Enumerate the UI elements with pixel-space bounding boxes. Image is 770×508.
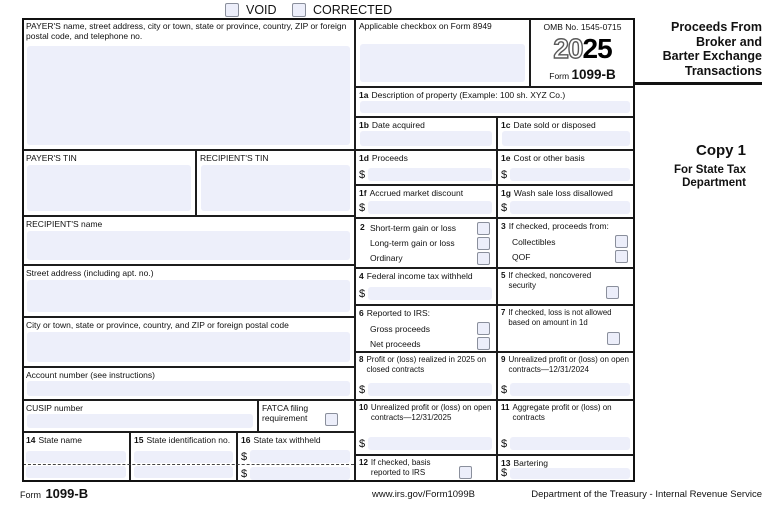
gross-proceeds-checkbox[interactable] xyxy=(477,322,490,335)
dollar-sign: $ xyxy=(501,384,508,396)
noncovered-checkbox[interactable] xyxy=(606,286,619,299)
tax-year-outline: 20 xyxy=(553,33,583,65)
box-1d-input[interactable] xyxy=(368,168,492,181)
box-1d-label: Proceeds xyxy=(371,153,408,163)
state-tax-number: 16 xyxy=(241,435,251,445)
dollar-sign: $ xyxy=(359,202,366,214)
box-1g-label: Wash sale loss disallowed xyxy=(513,188,613,198)
form-title-line-4: Transactions xyxy=(684,63,762,78)
box-13-money xyxy=(501,468,630,479)
dollar-sign: $ xyxy=(501,438,508,450)
recipient-tin-box xyxy=(196,150,355,216)
box-1a-input[interactable] xyxy=(360,101,630,113)
street-address-box xyxy=(22,265,355,317)
box-10-label: Unrealized profit or (loss) on open contracts—12/31/2025 xyxy=(370,403,492,422)
box-11-input[interactable] xyxy=(510,437,630,450)
box-5-number: 5 xyxy=(501,271,506,280)
box-8-number: 8 xyxy=(359,355,364,364)
box-1g-money xyxy=(501,201,630,214)
collectibles-checkbox[interactable] xyxy=(615,235,628,248)
account-number-input[interactable] xyxy=(27,381,350,396)
box-1c-date-sold xyxy=(497,117,635,150)
footer-form-word: Form xyxy=(20,490,41,500)
state-tax-input-2[interactable] xyxy=(250,467,350,480)
state-tax-withheld-box xyxy=(237,432,355,482)
void-label: VOID xyxy=(246,3,277,17)
footer-url[interactable]: www.irs.gov/Form1099B xyxy=(372,489,475,500)
street-address-label: Street address (including apt. no.) xyxy=(26,268,154,278)
box-9-money xyxy=(501,383,630,396)
box-1e-number: 1e xyxy=(501,153,511,163)
box-3-label: If checked, proceeds from: xyxy=(508,221,609,231)
city-input[interactable] xyxy=(27,332,350,362)
box-12-number: 12 xyxy=(359,458,368,467)
box-1a-description xyxy=(355,87,635,117)
box-1b-date-acquired xyxy=(355,117,497,150)
dollar-sign: $ xyxy=(501,202,508,214)
box-1e-money xyxy=(501,168,630,181)
corrected-label: CORRECTED xyxy=(313,3,393,17)
state-name-input-1[interactable] xyxy=(26,451,126,463)
state-name-box xyxy=(22,432,130,482)
payer-tin-label: PAYER'S TIN xyxy=(26,153,77,163)
box-1b-number: 1b xyxy=(359,120,369,130)
omb-year-box xyxy=(530,18,635,87)
recipient-name-label: RECIPIENT'S name xyxy=(26,219,103,229)
state-tax-label: State tax withheld xyxy=(253,435,321,445)
box-4-money xyxy=(359,287,492,300)
tax-year-solid: 25 xyxy=(582,33,612,65)
box-6-reported-to-irs xyxy=(355,305,497,352)
cusip-box xyxy=(22,400,258,432)
box-7-loss-not-allowed xyxy=(497,305,635,352)
box-1f-accrued-discount xyxy=(355,185,497,218)
box-1b-label: Date acquired xyxy=(371,120,425,130)
box-1f-money xyxy=(359,201,492,214)
gross-proceeds-label: Gross proceeds xyxy=(370,323,430,334)
box-1b-input[interactable] xyxy=(360,131,492,146)
box-5-label: If checked, noncovered security xyxy=(508,271,592,290)
box-13-number: 13 xyxy=(501,458,511,468)
long-term-checkbox[interactable] xyxy=(477,237,490,250)
short-term-label: Short-term gain or loss xyxy=(370,223,456,234)
corrected-checkbox[interactable] xyxy=(292,3,306,17)
box-4-input[interactable] xyxy=(368,287,492,300)
box-10-input[interactable] xyxy=(368,437,492,450)
state-name-input-2[interactable] xyxy=(26,466,126,478)
box-1e-label: Cost or other basis xyxy=(513,153,585,163)
box-13-label: Bartering xyxy=(513,458,548,468)
form-number: 1099-B xyxy=(571,66,616,82)
box-11-label: Aggregate profit or (loss) on contracts xyxy=(512,403,612,422)
form-title-line-1: Proceeds From xyxy=(670,20,762,34)
box-9-number: 9 xyxy=(501,355,506,364)
form8949-input[interactable] xyxy=(360,44,525,82)
box-12-label: If checked, basis reported to IRS xyxy=(370,458,431,477)
state-tax-money-2 xyxy=(241,467,350,480)
account-number-label: Account number (see instructions) xyxy=(26,370,155,380)
box-1f-number: 1f xyxy=(359,188,367,198)
footer-form-number: 1099-B xyxy=(45,486,89,501)
box-1d-proceeds xyxy=(355,150,497,185)
state-name-number: 14 xyxy=(26,435,36,445)
cusip-input[interactable] xyxy=(27,414,253,428)
box-13-input[interactable] xyxy=(510,468,630,479)
state-row-divider xyxy=(23,464,354,465)
copy-sub-label: For State Tax Department xyxy=(674,164,746,189)
box-1c-number: 1c xyxy=(501,120,511,130)
payer-info-label: PAYER'S name, street address, city or town, state or province, country, ZIP or foreign postal code, and telephone no. xyxy=(26,21,347,42)
void-checkbox[interactable] xyxy=(225,3,239,17)
box-1g-input[interactable] xyxy=(510,201,630,214)
recipient-tin-input[interactable] xyxy=(201,165,350,211)
form-number-line xyxy=(549,67,616,83)
box-1d-number: 1d xyxy=(359,153,369,163)
box-1a-number: 1a xyxy=(359,90,369,100)
box-11-number: 11 xyxy=(501,403,510,412)
box-13-bartering xyxy=(497,455,635,482)
state-id-input-1[interactable] xyxy=(134,451,233,463)
box-3-proceeds-from xyxy=(497,218,635,268)
box-10-number: 10 xyxy=(359,403,368,412)
dollar-sign: $ xyxy=(359,438,366,450)
state-id-box xyxy=(130,432,237,482)
long-term-label: Long-term gain or loss xyxy=(370,238,455,249)
dollar-sign: $ xyxy=(359,384,366,396)
box-8-money xyxy=(359,383,492,396)
box-2-gain-loss-type xyxy=(355,218,497,268)
recipient-name-box xyxy=(22,216,355,265)
qof-label: QOF xyxy=(512,251,531,262)
box-7-label: If checked, loss is not allowed based on amount in 1d xyxy=(508,308,612,327)
form-title-line-3: Barter Exchange xyxy=(662,49,762,63)
box-3-number: 3 xyxy=(501,221,506,231)
box-1e-cost-basis xyxy=(497,150,635,185)
city-label: City or town, state or province, country, and ZIP or foreign postal code xyxy=(26,320,289,330)
collectibles-label: Collectibles xyxy=(512,236,556,247)
dollar-sign: $ xyxy=(501,467,508,479)
state-tax-money-1 xyxy=(241,450,350,463)
state-id-label: State identification no. xyxy=(146,435,231,445)
form-title xyxy=(638,20,762,78)
box-9-unrealized-2024 xyxy=(497,352,635,400)
copy-label: Copy 1 xyxy=(695,142,746,159)
dollar-sign: $ xyxy=(241,451,248,463)
box-6-number: 6 xyxy=(359,308,364,318)
fatca-label: FATCA filing requirement xyxy=(262,403,309,424)
box-6-label: Reported to IRS: xyxy=(366,308,431,318)
box-8-label: Profit or (loss) realized in 2025 on closed contracts xyxy=(366,355,487,374)
dollar-sign: $ xyxy=(501,169,508,181)
form8949-box xyxy=(355,18,530,87)
box-10-money xyxy=(359,437,492,450)
net-proceeds-checkbox[interactable] xyxy=(477,337,490,350)
fatca-box xyxy=(258,400,355,432)
ordinary-checkbox[interactable] xyxy=(477,252,490,265)
state-id-number: 15 xyxy=(134,435,144,445)
box-7-number: 7 xyxy=(501,308,506,317)
basis-reported-checkbox[interactable] xyxy=(459,466,472,479)
cusip-label: CUSIP number xyxy=(26,403,84,413)
form-title-line-2: Broker and xyxy=(696,34,762,49)
street-address-input[interactable] xyxy=(27,280,350,312)
payer-info-box xyxy=(22,18,355,150)
box-5-noncovered xyxy=(497,268,635,305)
form8949-label: Applicable checkbox on Form 8949 xyxy=(359,21,492,31)
footer-form xyxy=(20,485,88,503)
box-1d-money xyxy=(359,168,492,181)
title-underline xyxy=(635,82,762,85)
dollar-sign: $ xyxy=(241,468,248,480)
box-11-money xyxy=(501,437,630,450)
box-10-unrealized-2025 xyxy=(355,400,497,455)
box-1c-label: Date sold or disposed xyxy=(513,120,596,130)
box-4-federal-tax xyxy=(355,268,497,305)
box-2-number: 2 xyxy=(360,222,365,232)
state-name-label: State name xyxy=(38,435,82,445)
form-word: Form xyxy=(549,70,570,81)
box-1f-label: Accrued market discount xyxy=(369,188,464,198)
box-1g-number: 1g xyxy=(501,188,511,198)
net-proceeds-label: Net proceeds xyxy=(370,338,421,349)
box-9-label: Unrealized profit or (loss) on open contracts—12/31/2024 xyxy=(508,355,629,374)
payer-tin-input[interactable] xyxy=(27,165,191,211)
footer-department: Department of the Treasury - Internal Revenue Service xyxy=(531,489,762,500)
state-tax-input-1[interactable] xyxy=(250,450,350,463)
dollar-sign: $ xyxy=(359,288,366,300)
omb-number: OMB No. 1545-0715 xyxy=(543,22,622,32)
box-1c-input[interactable] xyxy=(502,131,630,146)
box-4-number: 4 xyxy=(359,271,364,281)
ordinary-label: Ordinary xyxy=(370,253,403,264)
box-4-label: Federal income tax withheld xyxy=(366,271,473,281)
recipient-tin-label: RECIPIENT'S TIN xyxy=(200,153,269,163)
short-term-checkbox[interactable] xyxy=(477,222,490,235)
box-9-input[interactable] xyxy=(510,383,630,396)
qof-checkbox[interactable] xyxy=(615,250,628,263)
loss-not-allowed-checkbox[interactable] xyxy=(607,332,620,345)
box-12-basis-reported xyxy=(355,455,497,482)
account-number-box xyxy=(22,367,355,400)
tax-year xyxy=(553,35,611,63)
city-box xyxy=(22,317,355,367)
box-8-input[interactable] xyxy=(368,383,492,396)
payer-tin-box xyxy=(22,150,196,216)
box-1e-input[interactable] xyxy=(510,168,630,181)
box-11-aggregate xyxy=(497,400,635,455)
recipient-name-input[interactable] xyxy=(27,231,350,260)
payer-info-input[interactable] xyxy=(27,46,350,145)
box-8-profit-closed xyxy=(355,352,497,400)
fatca-checkbox[interactable] xyxy=(325,413,338,426)
box-1f-input[interactable] xyxy=(368,201,492,214)
box-1a-label: Description of property (Example: 100 sh. XYZ Co.) xyxy=(371,90,566,100)
box-1g-wash-sale xyxy=(497,185,635,218)
state-id-input-2[interactable] xyxy=(134,466,233,478)
dollar-sign: $ xyxy=(359,169,366,181)
